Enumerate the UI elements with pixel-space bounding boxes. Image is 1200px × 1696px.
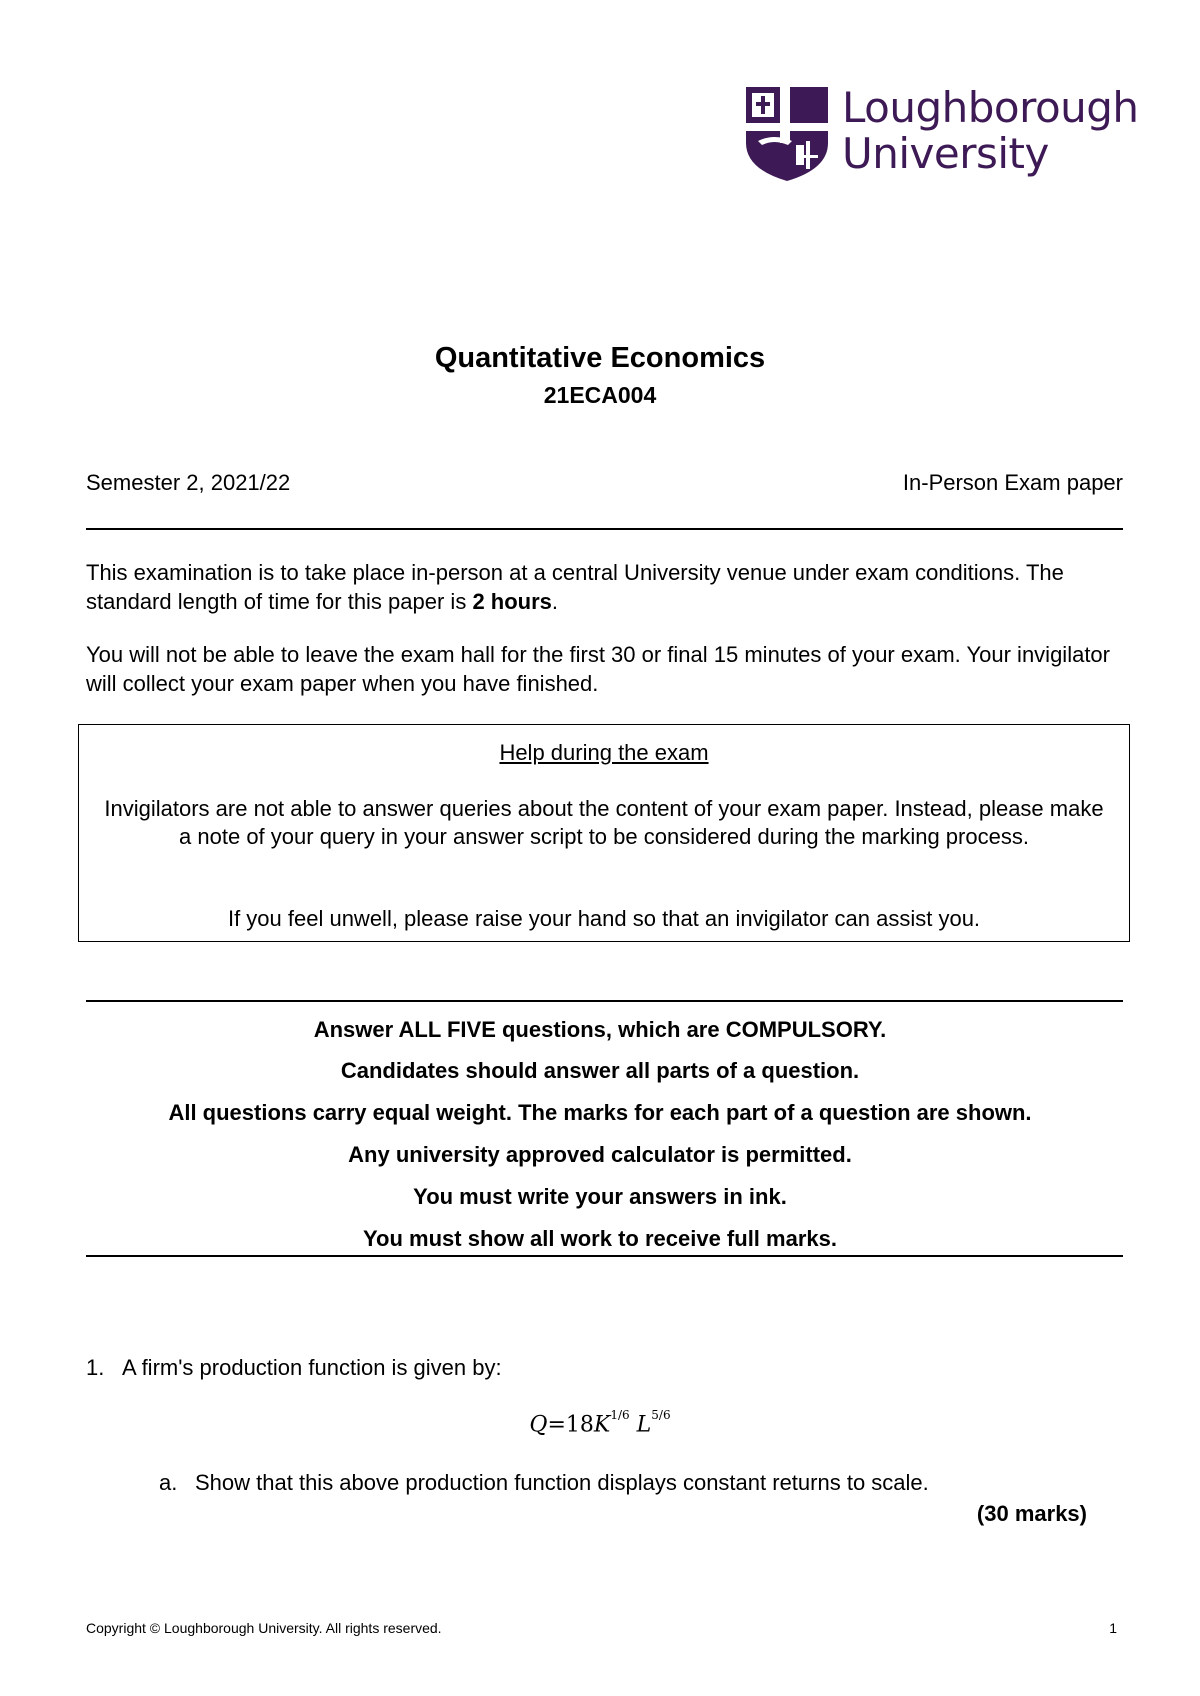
copyright-notice: Copyright © Loughborough University. All rights reserved. [86, 1620, 442, 1636]
logo-line-1: Loughborough [842, 83, 1139, 132]
instruction-line: Any university approved calculator is permitted. [348, 1142, 852, 1167]
course-title: Quantitative Economics [434, 342, 766, 374]
semester-label: Semester 2, 2021/22 [86, 470, 291, 495]
formula-eq: =18 [547, 1412, 594, 1438]
page-number: 1 [1109, 1620, 1117, 1636]
formula-l-exponent: 5/6 [651, 1408, 671, 1422]
production-function-formula [0, 1408, 1200, 1438]
formula-k-exponent: 1/6 [610, 1408, 630, 1422]
question-number: 1. [86, 1355, 105, 1380]
formula-l: L [636, 1412, 652, 1438]
duration-text: 2 hours [472, 589, 552, 614]
paper-type-label: In-Person Exam paper [902, 470, 1123, 495]
part-a-marks: (30 marks) [976, 1501, 1087, 1526]
intro-paragraph-1 [86, 558, 1126, 616]
formula-k: K [593, 1412, 611, 1438]
divider [86, 1255, 1123, 1257]
question-text: A firm's production function is given by: [122, 1355, 502, 1380]
question-1 [86, 1355, 502, 1381]
university-logo [744, 83, 1139, 185]
help-title: Help during the exam [499, 740, 709, 765]
logo-wordmark [842, 85, 1139, 177]
logo-line-2: University [842, 129, 1049, 178]
formula-lhs: Q [529, 1412, 548, 1438]
part-text: Show that this above production function displays constant returns to scale. [195, 1470, 929, 1495]
instruction-line: You must show all work to receive full marks. [363, 1226, 837, 1251]
part-label: a. [159, 1470, 178, 1495]
course-code: 21ECA004 [543, 382, 657, 408]
intro-text-end: . [551, 589, 559, 614]
divider [86, 1000, 1123, 1002]
divider [86, 528, 1123, 530]
university-crest-icon [744, 85, 830, 183]
instruction-line: All questions carry equal weight. The marks for each part of a question are shown. [168, 1100, 1032, 1125]
intro-paragraph-2: You will not be able to leave the exam hall for the first 30 or final 15 minutes of your exam. Your invigilator will collect your exam paper when you have finished. [86, 642, 1110, 696]
help-body: Invigilators are not able to answer queries about the content of your exam paper. Instead, please make a note of your query in your answer script to be considered during the marking process. [104, 796, 1104, 849]
help-box [78, 724, 1130, 942]
question-1-part-a [159, 1470, 929, 1496]
instruction-line: Candidates should answer all parts of a question. [340, 1058, 860, 1083]
instruction-line: You must write your answers in ink. [413, 1184, 787, 1209]
help-unwell-note: If you feel unwell, please raise your hand so that an invigilator can assist you. [227, 906, 981, 931]
instruction-line: Answer ALL FIVE questions, which are COMPULSORY. [313, 1017, 887, 1042]
intro-text: This examination is to take place in-person at a central University venue under exam conditions. The standard length of time for this paper is [86, 560, 1064, 614]
